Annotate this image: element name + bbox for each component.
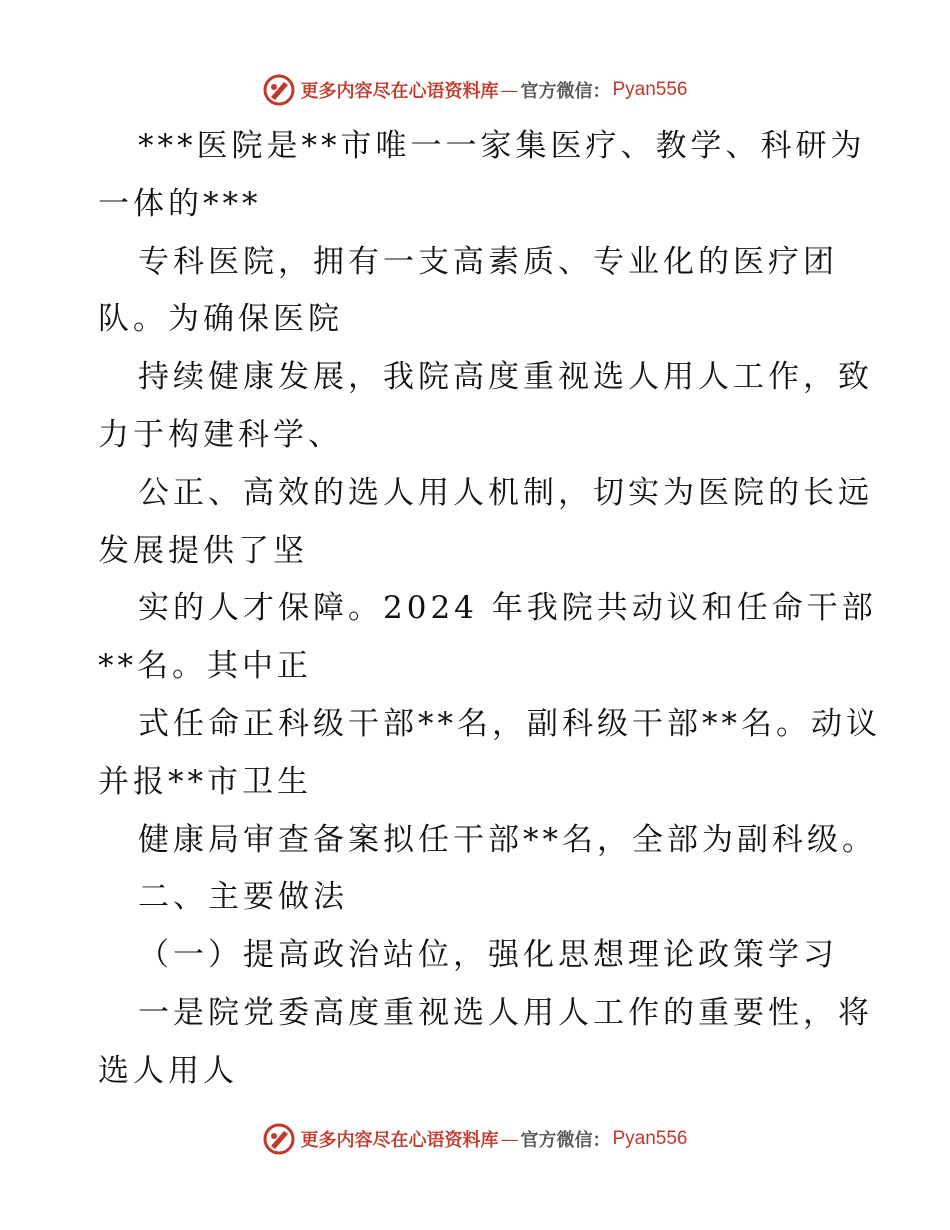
text-line-17: 选人用人 bbox=[98, 1052, 238, 1089]
watermark-wechat-label: 官方微信： bbox=[520, 1130, 611, 1151]
document-body bbox=[98, 118, 881, 1101]
watermark-banner-top bbox=[0, 70, 950, 110]
logo-icon bbox=[262, 73, 296, 107]
watermark-dash: — bbox=[500, 79, 519, 101]
section-heading: 二、主要做法 bbox=[138, 879, 348, 916]
text-line-1: ***医院是**市唯一一家集医疗、教学、科研为 bbox=[138, 128, 866, 164]
text-line-3: 专科医院，拥有一支高素质、专业化的医疗团 bbox=[138, 243, 838, 280]
text-line-12: 并报**市卫生 bbox=[98, 763, 312, 800]
text-line-8: 发展提供了坚 bbox=[98, 532, 308, 569]
text-line-13: 健康局审查备案拟任干部**名，全部为副科级。 bbox=[138, 821, 877, 858]
watermark-wechat-id: Pyan556 bbox=[612, 1128, 688, 1149]
text-line-9: 实的人才保障。2024 年我院共动议和任命干部 bbox=[138, 590, 877, 627]
text-line-2: 一体的*** bbox=[98, 185, 262, 222]
logo-icon bbox=[262, 1122, 296, 1156]
watermark-wechat-label: 官方微信： bbox=[520, 81, 611, 102]
watermark-wechat-id: Pyan556 bbox=[612, 79, 688, 100]
watermark-banner-bottom bbox=[0, 1119, 950, 1159]
text-line-4: 队。为确保医院 bbox=[98, 301, 343, 338]
text-line-7: 公正、高效的选人用人机制，切实为医院的长远 bbox=[138, 474, 873, 511]
watermark-text: 更多内容尽在心语资料库 bbox=[300, 81, 499, 102]
text-line-16: 一是院党委高度重视选人用人工作的重要性，将 bbox=[138, 994, 873, 1031]
subsection-heading: （一）提高政治站位，强化思想理论政策学习 bbox=[138, 937, 838, 974]
text-line-6: 力于构建科学、 bbox=[98, 416, 343, 453]
text-line-11: 式任命正科级干部**名，副科级干部**名。动议 bbox=[138, 705, 881, 742]
text-line-10: **名。其中正 bbox=[98, 648, 312, 685]
watermark-dash: — bbox=[500, 1128, 519, 1150]
text-line-5: 持续健康发展，我院高度重视选人用人工作，致 bbox=[138, 359, 873, 396]
watermark-text: 更多内容尽在心语资料库 bbox=[300, 1130, 499, 1151]
